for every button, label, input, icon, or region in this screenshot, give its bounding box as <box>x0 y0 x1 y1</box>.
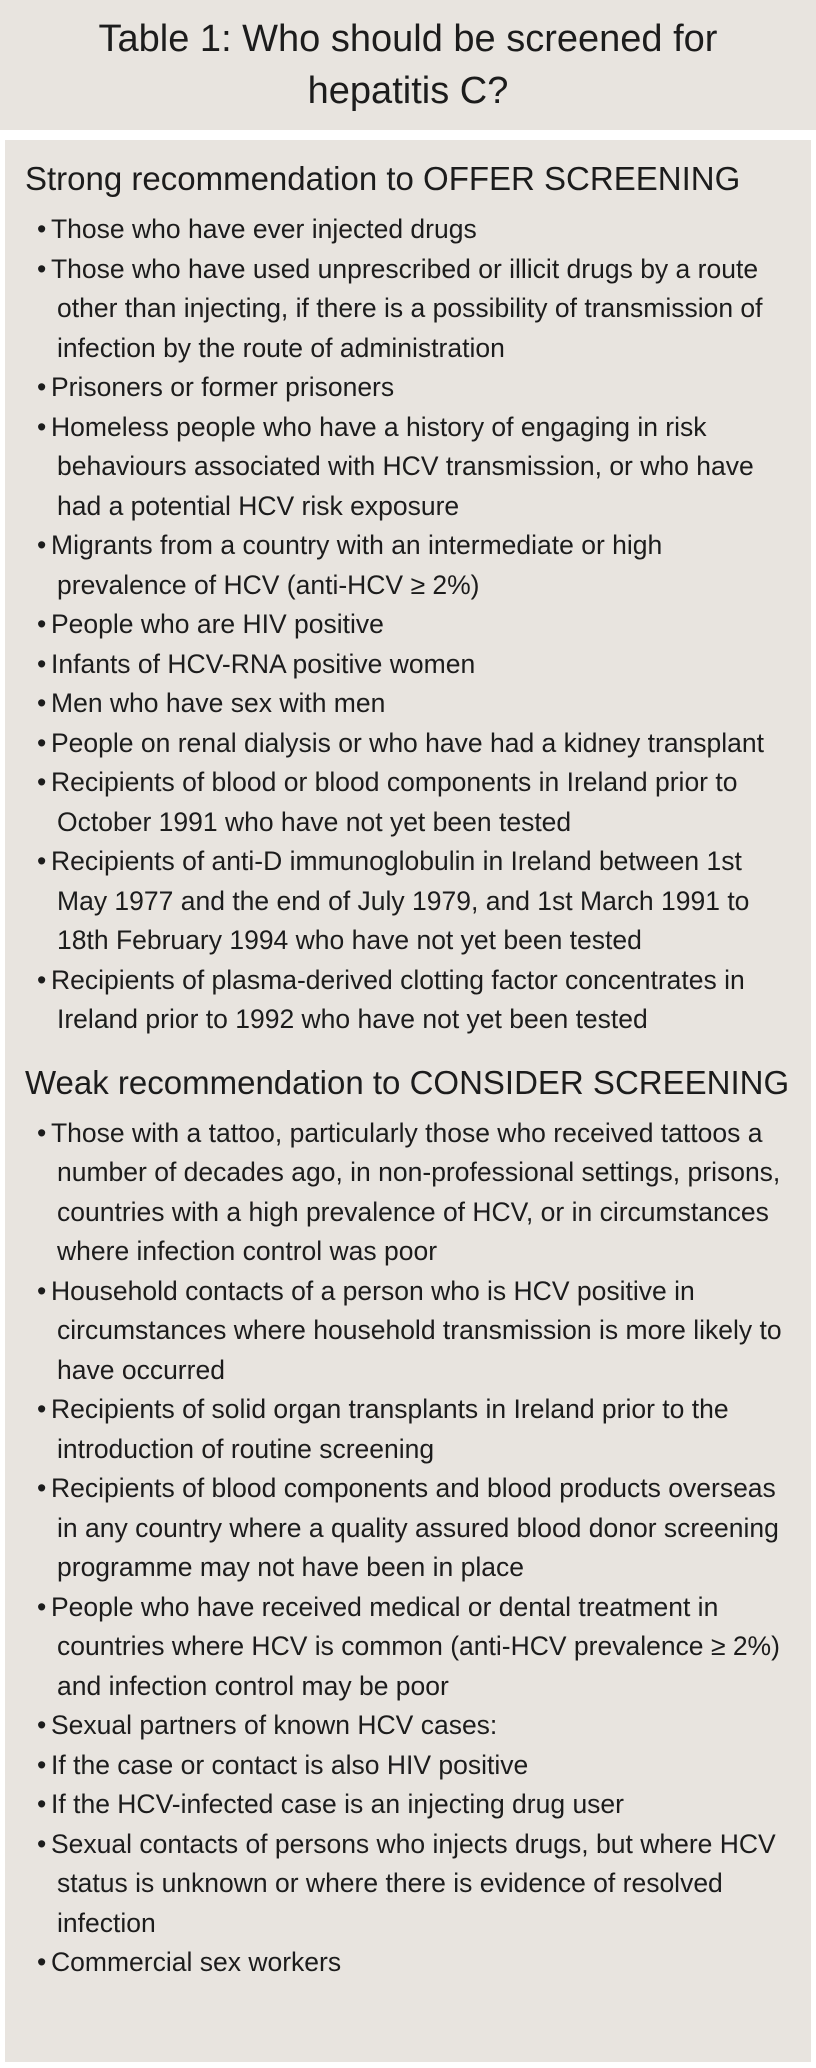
list-item <box>25 684 791 724</box>
bullet-icon: • <box>37 253 47 284</box>
list-item <box>25 1746 791 1786</box>
list-item-text: If the case or contact is also HIV positive <box>51 1749 529 1780</box>
list-item-text: Those who have ever injected drugs <box>51 214 477 244</box>
list-item-text: Those who have used unprescribed or illicit drugs by a route other than injecting, if there is a possibility of transmission of infection by the route of administration <box>51 253 763 363</box>
weak-recommendation-heading: Weak recommendation to CONSIDER SCREENING <box>25 1063 790 1101</box>
list-item-text: Men who have sex with men <box>51 688 386 718</box>
list-item <box>25 645 791 685</box>
bullet-icon: • <box>37 767 47 797</box>
list-item <box>25 408 791 527</box>
table-title: Table 1: Who should be screened for hepatitis C? <box>98 18 718 112</box>
list-item <box>25 605 791 645</box>
list-item <box>25 526 791 605</box>
list-item <box>25 210 791 250</box>
weak-recommendation-list <box>25 1114 791 1983</box>
list-item <box>25 1785 791 1825</box>
list-item <box>25 1825 791 1944</box>
bullet-icon: • <box>37 530 47 560</box>
list-item-text: Migrants from a country with an intermediate or high prevalence of HCV (anti-HCV ≥ 2%) <box>51 530 663 600</box>
bullet-icon: • <box>37 1947 47 1977</box>
list-item-text: If the HCV-infected case is an injecting drug user <box>51 1789 624 1819</box>
bullet-icon: • <box>37 1117 47 1148</box>
list-item <box>25 1706 791 1746</box>
list-item <box>25 842 791 961</box>
list-item-text: People who have received medical or dental treatment in countries where HCV is common (anti-HCV prevalence ≥ 2%) and infection control may be poor <box>51 1591 780 1701</box>
list-item <box>25 961 791 1040</box>
list-item-text: Recipients of plasma-derived clotting factor concentrates in Ireland prior to 1992 who have not yet been tested <box>51 964 745 1034</box>
list-item-text: Homeless people who have a history of engaging in risk behaviours associated with HCV transmission, or who have had a potential HCV risk exposure <box>51 411 754 521</box>
bullet-icon: • <box>37 214 47 244</box>
list-item-text: People who are HIV positive <box>51 609 384 639</box>
list-item-text: Sexual partners of known HCV cases: <box>51 1710 498 1740</box>
bullet-icon: • <box>37 1828 47 1859</box>
list-item-text: Those with a tattoo, particularly those who received tattoos a number of decades ago, in non-professional settings, prisons, countries with a high prevalence of HCV, or in circumstances where infection control was poor <box>51 1117 781 1266</box>
list-item <box>25 1588 791 1707</box>
list-item <box>25 1272 791 1391</box>
list-item-text: Prisoners or former prisoners <box>51 372 395 402</box>
bullet-icon: • <box>37 688 47 718</box>
bullet-icon: • <box>37 372 47 402</box>
table-title-banner <box>0 0 816 130</box>
list-item-text: Sexual contacts of persons who injects drugs, but where HCV status is unknown or where there is evidence of resolved infection <box>51 1828 776 1938</box>
bullet-icon: • <box>37 1275 47 1306</box>
list-item-text: Household contacts of a person who is HCV positive in circumstances where household transmission is more likely to have occurred <box>51 1275 782 1385</box>
list-item <box>25 1469 791 1588</box>
strong-recommendation-heading: Strong recommendation to OFFER SCREENING <box>25 160 741 197</box>
list-item-text: Recipients of blood or blood components in Ireland prior to October 1991 who have not yet been tested <box>51 767 738 837</box>
bullet-icon: • <box>37 1789 47 1819</box>
recommendations-panel <box>5 140 811 2062</box>
list-item <box>25 724 791 764</box>
bullet-icon: • <box>37 727 47 758</box>
bullet-icon: • <box>37 1394 47 1424</box>
list-item-text: Commercial sex workers <box>51 1947 342 1977</box>
list-item-text: Recipients of anti-D immunoglobulin in Ireland between 1st May 1977 and the end of July 1979, and 1st March 1991 to 18th February 1994 who have not yet been tested <box>51 846 750 955</box>
bullet-icon: • <box>37 1591 47 1622</box>
bullet-icon: • <box>37 846 47 876</box>
list-item <box>25 250 791 369</box>
list-item <box>25 368 791 408</box>
list-item-text: People on renal dialysis or who have had a kidney transplant <box>51 727 765 758</box>
bullet-icon: • <box>37 964 47 995</box>
list-item-text: Recipients of blood components and blood products overseas in any country where a quality assured blood donor screening programme may not have been in place <box>51 1473 779 1582</box>
list-item <box>25 1114 791 1272</box>
bullet-icon: • <box>37 1749 47 1780</box>
bullet-icon: • <box>37 411 47 442</box>
strong-recommendation-list <box>25 210 791 1040</box>
bullet-icon: • <box>37 609 47 639</box>
list-item-text: Infants of HCV-RNA positive women <box>51 648 476 679</box>
bullet-icon: • <box>37 1710 47 1740</box>
list-item <box>25 1390 791 1469</box>
list-item-text: Recipients of solid organ transplants in Ireland prior to the introduction of routine screening <box>51 1394 729 1464</box>
bullet-icon: • <box>37 648 47 679</box>
bullet-icon: • <box>37 1473 47 1503</box>
list-item <box>25 1943 791 1983</box>
list-item <box>25 763 791 842</box>
